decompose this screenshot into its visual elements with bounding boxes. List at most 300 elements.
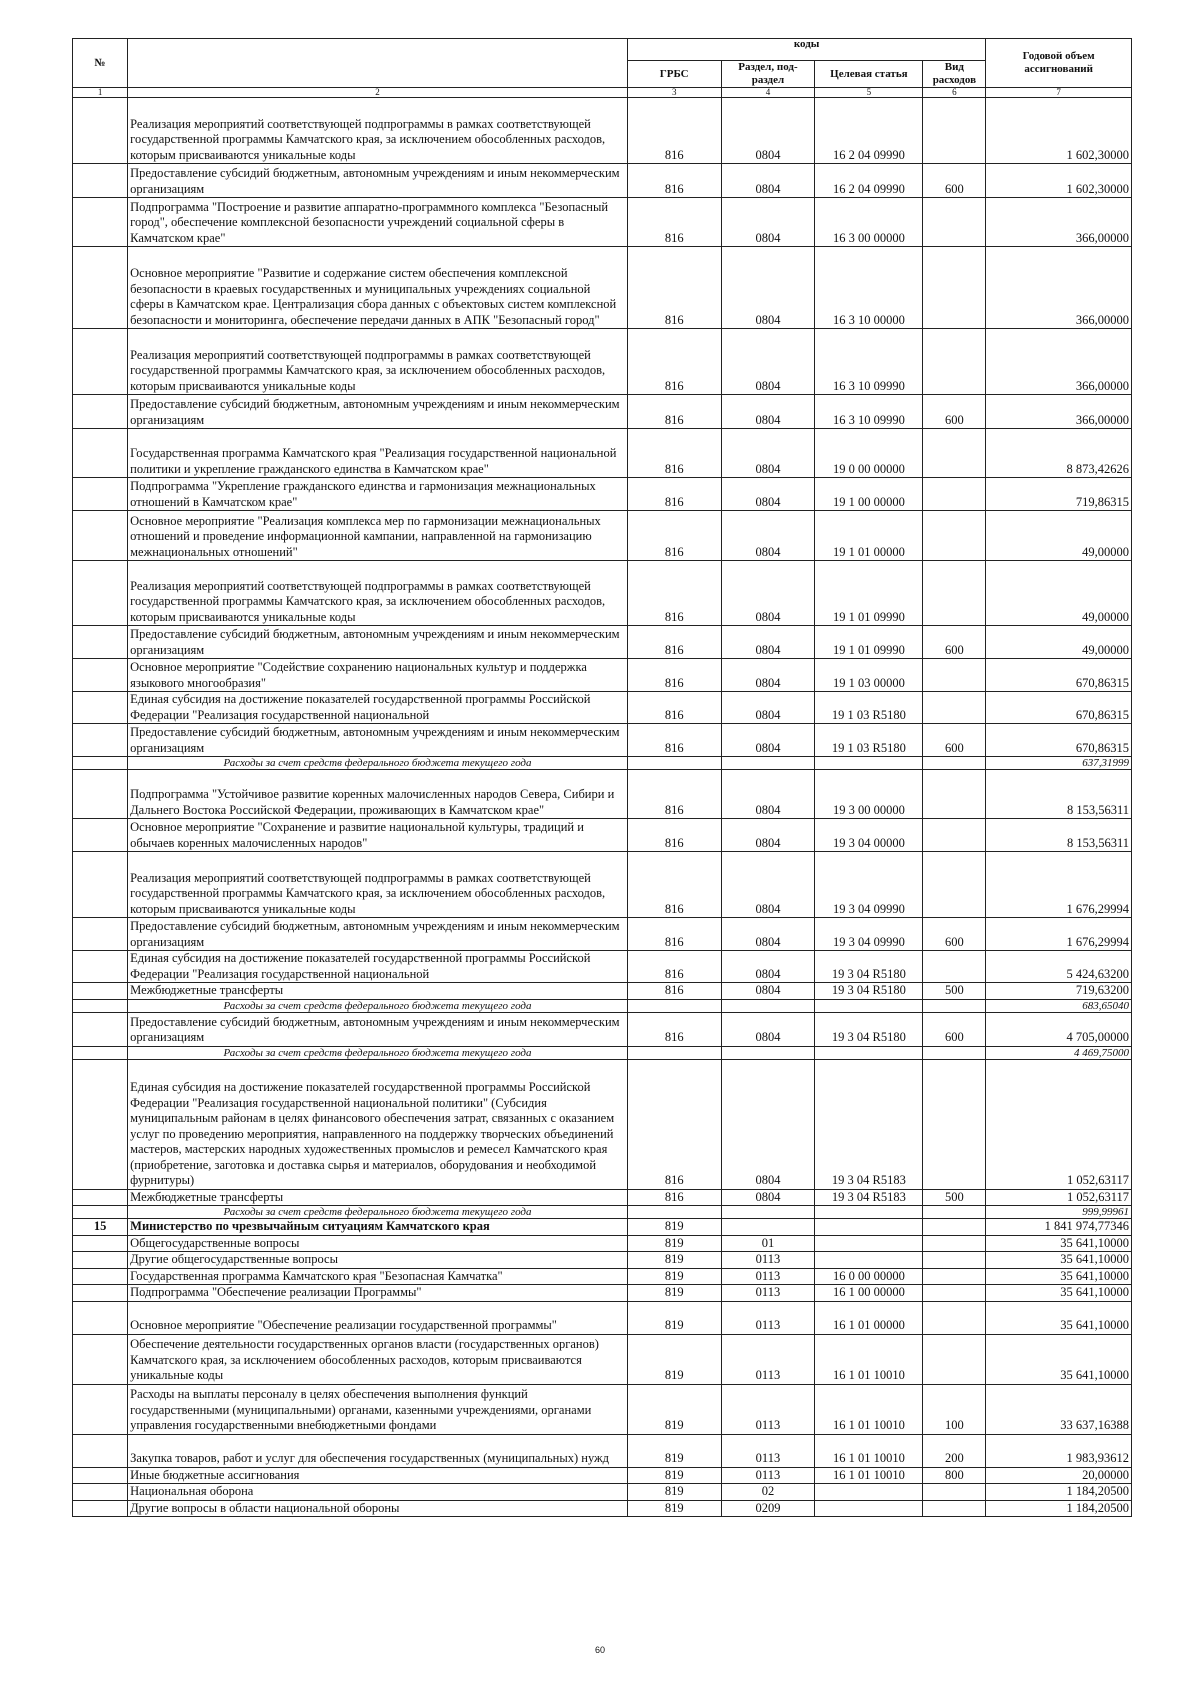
row-section: 0804 (721, 918, 815, 951)
row-number (73, 770, 128, 819)
row-section: 0804 (721, 951, 815, 983)
row-number (73, 429, 128, 478)
row-value: 1 602,30000 (986, 98, 1132, 164)
table-row (73, 561, 1132, 626)
row-value: 637,31999 (986, 757, 1132, 770)
row-grbs: 819 (627, 1500, 721, 1517)
row-exp-type (923, 1301, 986, 1334)
row-grbs: 816 (627, 659, 721, 692)
row-name: Предоставление субсидий бюджетным, автономным учреждениям и иным некоммерческим организациям (128, 724, 628, 757)
row-number (73, 757, 128, 770)
row-number (73, 983, 128, 1000)
row-name: Иные бюджетные ассигнования (128, 1467, 628, 1484)
row-number (73, 1268, 128, 1285)
row-number: 15 (73, 1219, 128, 1236)
row-target: 16 3 10 09990 (815, 395, 923, 429)
header-section: Раздел, под-раздел (721, 61, 815, 88)
row-target: 16 1 01 10010 (815, 1384, 923, 1434)
col-number: 1 (73, 88, 128, 98)
row-number (73, 1252, 128, 1269)
row-target: 19 1 01 09990 (815, 561, 923, 626)
table-row (73, 1384, 1132, 1434)
row-section: 0804 (721, 724, 815, 757)
row-target: 19 0 00 00000 (815, 429, 923, 478)
row-grbs: 816 (627, 951, 721, 983)
table-row (73, 659, 1132, 692)
row-exp-type: 600 (923, 626, 986, 659)
row-value: 683,65040 (986, 999, 1132, 1012)
row-value: 8 153,56311 (986, 819, 1132, 852)
row-number (73, 1500, 128, 1517)
row-section: 0113 (721, 1467, 815, 1484)
row-name: Основное мероприятие "Развитие и содержание систем обеспечения комплексной безопасности в краевых государственных и муниципальных учреждениях социальной сферы в Камчатском крае. Централизация сбора данных с объектовых систем комплексной безопасности и мониторинга, обеспечение передачи данных в АПК "Безопасный город" (128, 247, 628, 329)
row-grbs (627, 999, 721, 1012)
row-name: Единая субсидия на достижение показателей государственной программы Российской Федерации "Реализация государственной национальной политики" (Субсидия муниципальным районам в целях финансового обеспечения затрат, связанных с оказанием услуг по проведению мероприятия, направленного на поддержку творческих объединений мастеров, мастерских народных художественных промыслов и ремесел Камчатского края (приобретение, заготовка и доставка сырья и материалов, оборудования и необходимой фурнитуры) (128, 1059, 628, 1189)
row-target (815, 1484, 923, 1501)
table-row (73, 511, 1132, 561)
row-name: Основное мероприятие "Обеспечение реализации государственной программы" (128, 1301, 628, 1334)
table-row (73, 918, 1132, 951)
row-grbs: 816 (627, 429, 721, 478)
row-section: 0804 (721, 329, 815, 395)
row-grbs: 816 (627, 561, 721, 626)
row-name: Единая субсидия на достижение показателей государственной программы Российской Федерации "Реализация государственной национальной (128, 692, 628, 724)
header-target: Целевая статья (815, 61, 923, 88)
table-row (73, 770, 1132, 819)
row-target: 19 1 03 R5180 (815, 692, 923, 724)
row-section: 0804 (721, 626, 815, 659)
row-section: 0804 (721, 561, 815, 626)
row-value: 1 184,20500 (986, 1484, 1132, 1501)
row-grbs: 819 (627, 1301, 721, 1334)
row-value: 5 424,63200 (986, 951, 1132, 983)
row-grbs: 816 (627, 329, 721, 395)
row-name: Реализация мероприятий соответствующей подпрограммы в рамках соответствующей государственной программы Камчатского края, за исключением обособленных расходов, которым присваиваются уникальные коды (128, 98, 628, 164)
row-section: 01 (721, 1235, 815, 1252)
row-name: Расходы за счет средств федерального бюджета текущего года (128, 999, 628, 1012)
row-section: 0804 (721, 247, 815, 329)
table-row (73, 1235, 1132, 1252)
row-name: Основное мероприятие "Сохранение и развитие национальной культуры, традиций и обычаев коренных малочисленных народов" (128, 819, 628, 852)
row-number (73, 1206, 128, 1219)
header-annual: Годовой объем ассигнований (986, 39, 1132, 88)
row-number (73, 1059, 128, 1189)
row-name: Межбюджетные трансферты (128, 1189, 628, 1206)
row-target: 16 3 10 00000 (815, 247, 923, 329)
table-row (73, 198, 1132, 247)
row-exp-type: 600 (923, 395, 986, 429)
row-value: 366,00000 (986, 198, 1132, 247)
table-row (73, 819, 1132, 852)
row-value: 366,00000 (986, 247, 1132, 329)
row-target: 19 3 04 R5183 (815, 1059, 923, 1189)
row-section (721, 1046, 815, 1059)
row-number (73, 1384, 128, 1434)
row-section: 02 (721, 1484, 815, 1501)
row-number (73, 1235, 128, 1252)
federal-budget-note-row (73, 757, 1132, 770)
row-number (73, 918, 128, 951)
row-number (73, 1301, 128, 1334)
row-section: 0113 (721, 1268, 815, 1285)
row-target: 16 2 04 09990 (815, 164, 923, 198)
row-section: 0804 (721, 198, 815, 247)
row-target: 16 1 01 10010 (815, 1467, 923, 1484)
row-exp-type (923, 852, 986, 918)
row-target: 19 1 01 00000 (815, 511, 923, 561)
row-value: 1 602,30000 (986, 164, 1132, 198)
row-value: 4 469,75000 (986, 1046, 1132, 1059)
row-grbs: 819 (627, 1219, 721, 1236)
row-number (73, 951, 128, 983)
table-row (73, 1268, 1132, 1285)
row-target (815, 1500, 923, 1517)
federal-budget-note-row (73, 1206, 1132, 1219)
row-section: 0804 (721, 852, 815, 918)
row-value: 8 873,42626 (986, 429, 1132, 478)
row-number (73, 659, 128, 692)
table-row (73, 1252, 1132, 1269)
row-exp-type (923, 429, 986, 478)
row-value: 670,86315 (986, 659, 1132, 692)
row-number (73, 247, 128, 329)
row-name: Подпрограмма "Устойчивое развитие коренных малочисленных народов Севера, Сибири и Дальнего Востока Российской Федерации, проживающих в Камчатском крае" (128, 770, 628, 819)
row-exp-type: 500 (923, 983, 986, 1000)
row-grbs: 816 (627, 395, 721, 429)
row-exp-type (923, 561, 986, 626)
row-exp-type (923, 1206, 986, 1219)
column-numbers-row (73, 88, 1132, 98)
row-number (73, 626, 128, 659)
row-name: Министерство по чрезвычайным ситуациям Камчатского края (128, 1219, 628, 1236)
row-exp-type (923, 951, 986, 983)
row-grbs (627, 1206, 721, 1219)
row-exp-type: 600 (923, 918, 986, 951)
row-section: 0804 (721, 1189, 815, 1206)
table-row (73, 1189, 1132, 1206)
row-grbs: 819 (627, 1384, 721, 1434)
row-value: 20,00000 (986, 1467, 1132, 1484)
header-grbs: ГРБС (627, 61, 721, 88)
row-target: 16 1 01 10010 (815, 1434, 923, 1467)
row-number (73, 724, 128, 757)
row-section: 0113 (721, 1301, 815, 1334)
row-name: Предоставление субсидий бюджетным, автономным учреждениям и иным некоммерческим организациям (128, 395, 628, 429)
row-name: Подпрограмма "Укрепление гражданского единства и гармонизация межнациональных отношений в Камчатском крае" (128, 478, 628, 511)
row-section: 0804 (721, 395, 815, 429)
row-value: 35 641,10000 (986, 1301, 1132, 1334)
table-row (73, 724, 1132, 757)
row-exp-type (923, 692, 986, 724)
table-row (73, 1334, 1132, 1384)
row-value: 49,00000 (986, 626, 1132, 659)
row-section: 0113 (721, 1334, 815, 1384)
row-exp-type (923, 1059, 986, 1189)
row-value: 35 641,10000 (986, 1268, 1132, 1285)
row-name: Другие общегосударственные вопросы (128, 1252, 628, 1269)
row-exp-type (923, 1219, 986, 1236)
row-exp-type: 600 (923, 724, 986, 757)
row-name: Реализация мероприятий соответствующей подпрограммы в рамках соответствующей государственной программы Камчатского края, за исключением обособленных расходов, которым присваиваются уникальные коды (128, 329, 628, 395)
row-exp-type (923, 1268, 986, 1285)
row-grbs: 816 (627, 819, 721, 852)
row-exp-type (923, 1334, 986, 1384)
row-grbs: 819 (627, 1467, 721, 1484)
table-row (73, 951, 1132, 983)
row-exp-type (923, 1500, 986, 1517)
row-name: Межбюджетные трансферты (128, 983, 628, 1000)
row-name: Предоставление субсидий бюджетным, автономным учреждениям и иным некоммерческим организациям (128, 626, 628, 659)
row-exp-type (923, 1285, 986, 1302)
table-row (73, 1059, 1132, 1189)
header-exp-type: Вид расходов (923, 61, 986, 88)
row-section: 0113 (721, 1252, 815, 1269)
row-number (73, 198, 128, 247)
row-value: 366,00000 (986, 395, 1132, 429)
row-name: Подпрограмма "Обеспечение реализации Программы" (128, 1285, 628, 1302)
row-grbs: 819 (627, 1268, 721, 1285)
row-section: 0804 (721, 983, 815, 1000)
row-number (73, 561, 128, 626)
row-exp-type (923, 247, 986, 329)
row-section: 0113 (721, 1285, 815, 1302)
row-exp-type (923, 198, 986, 247)
row-section: 0804 (721, 164, 815, 198)
table-row (73, 1434, 1132, 1467)
row-number (73, 1467, 128, 1484)
row-value: 35 641,10000 (986, 1252, 1132, 1269)
row-name: Единая субсидия на достижение показателей государственной программы Российской Федерации "Реализация государственной национальной (128, 951, 628, 983)
row-section: 0209 (721, 1500, 815, 1517)
row-grbs: 816 (627, 770, 721, 819)
table-row (73, 247, 1132, 329)
row-exp-type: 200 (923, 1434, 986, 1467)
federal-budget-note-row (73, 999, 1132, 1012)
row-exp-type: 500 (923, 1189, 986, 1206)
row-grbs: 816 (627, 164, 721, 198)
row-name: Реализация мероприятий соответствующей подпрограммы в рамках соответствующей государственной программы Камчатского края, за исключением обособленных расходов, которым присваиваются уникальные коды (128, 852, 628, 918)
page-number: 60 (594, 1645, 605, 1655)
row-target: 19 3 04 00000 (815, 819, 923, 852)
row-target: 16 1 01 00000 (815, 1301, 923, 1334)
row-section: 0804 (721, 478, 815, 511)
row-target: 16 2 04 09990 (815, 98, 923, 164)
table-row (73, 692, 1132, 724)
row-target: 16 1 00 00000 (815, 1285, 923, 1302)
row-grbs: 819 (627, 1285, 721, 1302)
col-number: 6 (923, 88, 986, 98)
row-exp-type (923, 757, 986, 770)
budget-table-page (72, 38, 1132, 1517)
table-row (73, 852, 1132, 918)
row-grbs (627, 1046, 721, 1059)
row-section (721, 757, 815, 770)
row-value: 35 641,10000 (986, 1235, 1132, 1252)
row-name: Основное мероприятие "Содействие сохранению национальных культур и поддержка языкового многообразия" (128, 659, 628, 692)
row-target: 19 1 00 00000 (815, 478, 923, 511)
row-section (721, 999, 815, 1012)
row-exp-type (923, 1046, 986, 1059)
row-grbs: 816 (627, 852, 721, 918)
row-value: 719,63200 (986, 983, 1132, 1000)
table-row (73, 478, 1132, 511)
row-value: 1 052,63117 (986, 1059, 1132, 1189)
row-grbs: 816 (627, 247, 721, 329)
row-value: 1 841 974,77346 (986, 1219, 1132, 1236)
row-exp-type: 600 (923, 164, 986, 198)
row-exp-type (923, 1484, 986, 1501)
header-num: № (73, 39, 128, 88)
row-target: 19 1 03 R5180 (815, 724, 923, 757)
row-target: 16 3 10 09990 (815, 329, 923, 395)
row-value: 49,00000 (986, 561, 1132, 626)
row-exp-type (923, 329, 986, 395)
col-number: 3 (627, 88, 721, 98)
row-grbs: 816 (627, 918, 721, 951)
row-target: 19 3 04 R5183 (815, 1189, 923, 1206)
row-number (73, 164, 128, 198)
row-name: Государственная программа Камчатского края "Реализация государственной национальной политики и укрепление гражданского единства в Камчатском крае" (128, 429, 628, 478)
row-exp-type (923, 999, 986, 1012)
table-row (73, 98, 1132, 164)
row-number (73, 692, 128, 724)
row-target: 16 0 00 00000 (815, 1268, 923, 1285)
row-target: 19 3 04 09990 (815, 918, 923, 951)
col-number: 4 (721, 88, 815, 98)
row-target (815, 1252, 923, 1269)
row-target: 16 3 00 00000 (815, 198, 923, 247)
row-section: 0804 (721, 1059, 815, 1189)
row-section: 0804 (721, 692, 815, 724)
row-name: Расходы на выплаты персоналу в целях обеспечения выполнения функций государственными (муниципальными) органами, казенными учреждениями, органами управления государственными внебюджетными фондами (128, 1384, 628, 1434)
row-value: 1 676,29994 (986, 852, 1132, 918)
row-section: 0804 (721, 429, 815, 478)
row-name: Предоставление субсидий бюджетным, автономным учреждениям и иным некоммерческим организациям (128, 164, 628, 198)
row-name: Национальная оборона (128, 1484, 628, 1501)
row-number (73, 395, 128, 429)
row-section: 0804 (721, 1012, 815, 1046)
row-grbs (627, 757, 721, 770)
row-exp-type: 800 (923, 1467, 986, 1484)
row-name: Общегосударственные вопросы (128, 1235, 628, 1252)
table-row (73, 164, 1132, 198)
row-target: 16 1 01 10010 (815, 1334, 923, 1384)
row-target: 19 3 04 09990 (815, 852, 923, 918)
row-section: 0804 (721, 98, 815, 164)
row-number (73, 511, 128, 561)
row-value: 366,00000 (986, 329, 1132, 395)
row-number (73, 98, 128, 164)
row-exp-type: 600 (923, 1012, 986, 1046)
row-name: Предоставление субсидий бюджетным, автономным учреждениям и иным некоммерческим организациям (128, 1012, 628, 1046)
row-number (73, 329, 128, 395)
row-value: 719,86315 (986, 478, 1132, 511)
row-target: 19 1 03 00000 (815, 659, 923, 692)
row-exp-type (923, 511, 986, 561)
row-number (73, 1285, 128, 1302)
row-number (73, 852, 128, 918)
row-number (73, 1334, 128, 1384)
row-grbs: 816 (627, 1012, 721, 1046)
row-grbs: 816 (627, 198, 721, 247)
row-target: 19 3 04 R5180 (815, 983, 923, 1000)
table-row (73, 395, 1132, 429)
row-grbs: 819 (627, 1484, 721, 1501)
row-name: Расходы за счет средств федерального бюджета текущего года (128, 757, 628, 770)
row-name: Реализация мероприятий соответствующей подпрограммы в рамках соответствующей государственной программы Камчатского края, за исключением обособленных расходов, которым присваиваются уникальные коды (128, 561, 628, 626)
row-target (815, 1235, 923, 1252)
row-number (73, 999, 128, 1012)
row-target: 19 3 04 R5180 (815, 951, 923, 983)
row-number (73, 1046, 128, 1059)
row-name: Расходы за счет средств федерального бюджета текущего года (128, 1206, 628, 1219)
row-value: 49,00000 (986, 511, 1132, 561)
row-number (73, 1434, 128, 1467)
row-value: 1 052,63117 (986, 1189, 1132, 1206)
row-number (73, 478, 128, 511)
row-grbs: 819 (627, 1434, 721, 1467)
row-target (815, 1206, 923, 1219)
table-row (73, 329, 1132, 395)
row-value: 35 641,10000 (986, 1285, 1132, 1302)
header-name (128, 39, 628, 88)
row-grbs: 816 (627, 692, 721, 724)
row-section (721, 1219, 815, 1236)
row-value: 670,86315 (986, 692, 1132, 724)
row-section (721, 1206, 815, 1219)
row-grbs: 816 (627, 1059, 721, 1189)
table-row (73, 1285, 1132, 1302)
row-grbs: 819 (627, 1235, 721, 1252)
row-target (815, 999, 923, 1012)
table-row (73, 1500, 1132, 1517)
row-number (73, 1189, 128, 1206)
row-grbs: 816 (627, 478, 721, 511)
row-value: 1 676,29994 (986, 918, 1132, 951)
row-exp-type (923, 770, 986, 819)
row-grbs: 819 (627, 1334, 721, 1384)
col-number: 5 (815, 88, 923, 98)
row-target (815, 1046, 923, 1059)
row-target (815, 757, 923, 770)
row-exp-type (923, 98, 986, 164)
table-body (73, 98, 1132, 1517)
row-grbs: 816 (627, 98, 721, 164)
table-row (73, 1012, 1132, 1046)
row-grbs: 816 (627, 1189, 721, 1206)
row-section: 0804 (721, 770, 815, 819)
row-exp-type (923, 819, 986, 852)
table-row (73, 1219, 1132, 1236)
row-name: Закупка товаров, работ и услуг для обеспечения государственных (муниципальных) нужд (128, 1434, 628, 1467)
row-grbs: 816 (627, 983, 721, 1000)
row-exp-type (923, 478, 986, 511)
col-number: 7 (986, 88, 1132, 98)
row-target: 19 3 04 R5180 (815, 1012, 923, 1046)
federal-budget-note-row (73, 1046, 1132, 1059)
row-target: 19 3 00 00000 (815, 770, 923, 819)
row-value: 35 641,10000 (986, 1334, 1132, 1384)
row-exp-type (923, 1235, 986, 1252)
row-target (815, 1219, 923, 1236)
row-section: 0113 (721, 1434, 815, 1467)
row-number (73, 819, 128, 852)
row-name: Подпрограмма "Построение и развитие аппаратно-программного комплекса "Безопасный город", обеспечение комплексной безопасности учреждений социальной сферы в Камчатском крае" (128, 198, 628, 247)
table-row (73, 1301, 1132, 1334)
row-name: Государственная программа Камчатского края "Безопасная Камчатка" (128, 1268, 628, 1285)
table-row (73, 1484, 1132, 1501)
row-number (73, 1484, 128, 1501)
